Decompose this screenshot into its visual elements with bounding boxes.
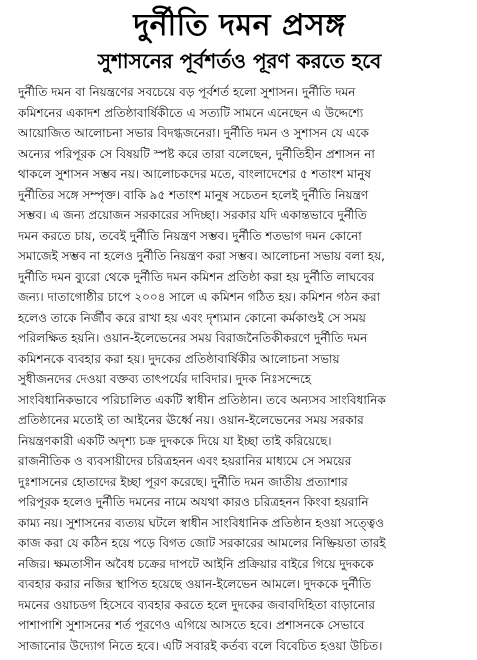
body-line: সমাজেই সম্ভব না হলেও দুর্নীতি নিয়ন্ত্রণ করা সম্ভব। আলোচনা সভায় বলা হয়, <box>18 249 385 263</box>
body-line: পরিলক্ষিত হয়নি। ওয়ান-ইলেভেনের সময় বিরাজনৈতিকীকরণে দুর্নীতি দমন <box>18 331 368 345</box>
body-line: দুর্নীতির সঙ্গে সম্পৃক্ত। বাকি ৯৫ শতাংশ মানুষ সচেতন হলেই দুর্নীতি নিয়ন্ত্রণ <box>18 187 369 202</box>
body-line: নজির। ক্ষমতাসীন অবৈধ চক্রের দাপটে আইনি প্রক্রিয়ার বাইরে গিয়ে দুদককে <box>18 556 374 571</box>
body-line: আয়োজিত আলোচনা সভার বিদগ্ধজনেরা। দুর্নীতি দমন ও সুশাসন যে একে <box>18 126 369 140</box>
body-line: পাশাপাশি সুশাসনের শর্ত পূরণেও এগিয়ে আসতে হবে। প্রশাসনকে সেভাবে <box>18 618 365 632</box>
body-line: দুঃশাসনের হোতাদের ইচ্ছা পূরণ করেছে। দুর্নীতি দমন জাতীয় প্রত্যাশার <box>18 474 348 489</box>
article-body <box>18 82 461 656</box>
body-line: কমিশনকে ব্যবহার করা হয়। দুদকের প্রতিষ্ঠাবার্ষিকীর আলোচনা সভায় <box>18 351 340 366</box>
body-line: সাজানোর উদ্যোগ নিতে হবে। এটি সবারই কর্তব্য বলে বিবেচিত হওয়া উচিত। <box>18 638 383 653</box>
body-line: প্রতিষ্ঠানের মতোই তা আইনের ঊর্ধ্বে নয়। ওয়ান-ইলেভেনের সময় সরকার <box>18 413 364 427</box>
body-line: কাজ করা যে কঠিন হয়ে পড়ে বিগত জোট সরকারের আমলের নিষ্ক্রিয়তা তারই <box>18 536 386 550</box>
subheadline: সুশাসনের পূর্বশর্তও পূরণ করতে হবে <box>97 49 382 73</box>
body-line: রাজনীতিক ও ব্যবসায়ীদের চরিত্রহনন এবং হয়রানির মাধ্যমে সে সময়ের <box>18 454 352 468</box>
body-line: জন্য। দাতাগোষ্ঠীর চাপে ২০০৪ সালে এ কমিশন গঠিত হয়। কমিশন গঠন করা <box>18 290 381 304</box>
body-line: দুর্নীতি দমন ব্যুরো থেকে দুর্নীতি দমন কমিশন প্রতিষ্ঠা করা হয় দুর্নীতি লাঘবের <box>18 269 375 284</box>
body-line: কমিশনের একাদশ প্রতিষ্ঠাবার্ষিকীতে এ সত্যটি সামনে এনেছেন এ উদ্দেশ্যে <box>18 105 364 120</box>
body-line: দমন করতে চায়, তবেই দুর্নীতি নিয়ন্ত্রণ সম্ভব। দুর্নীতি শতভাগ দমন কোনো <box>18 228 362 243</box>
body-line: হলেও তাকে নির্জীব করে রাখা হয় এবং দৃশ্যমান কোনো কর্মকাণ্ডই সে সময় <box>18 310 366 325</box>
body-line: সম্ভব। এ জন্য প্রয়োজন সরকারের সদিচ্ছা। সরকার যদি একান্তভাবে দুর্নীতি <box>18 208 367 222</box>
body-line: নিয়ন্ত্রণকারী একটি অদৃশ্য চক্র দুদককে দিয়ে যা ইচ্ছা তাই করিয়েছে। <box>18 433 332 448</box>
body-line: সাংবিধানিকভাবে পরিচালিত একটি স্বাধীন প্রতিষ্ঠান। তবে অন্যসব সাংবিধানিক <box>18 392 386 407</box>
headline: দুর্নীতি দমন প্রসঙ্গ <box>133 8 346 43</box>
body-line: সুধীজনদের দেওয়া বক্তব্য তাৎপর্যের দাবিদার। দুদক নিঃসন্দেহে <box>18 372 312 386</box>
body-line: দুর্নীতি দমন বা নিয়ন্ত্রণের সবচেয়ে বড় পূর্বশর্ত হলো সুশাসন। দুর্নীতি দমন <box>18 85 356 99</box>
body-line: থাকলে সুশাসন সম্ভব নয়। আলোচকদের মতে, বাংলাদেশের ৫ শতাংশ মানুষ <box>18 167 372 181</box>
body-line: দমনের ওয়াচডগ হিসেবে ব্যবহার করতে হলে দুদকের জবাবদিহিতা বাড়ানোর <box>18 597 375 612</box>
body-line: পরিপূরক হলেও দুর্নীতি দমনের নামে অযথা কারও চরিত্রহনন কিংবা হয়রানি <box>18 495 369 509</box>
body-line: ব্যবহার করার নজির স্থাপিত হয়েছে ওয়ান-ইলেভেন আমলে। দুদককে দুর্নীতি <box>18 577 372 591</box>
body-line: অন্যের পরিপূরক সে বিষয়টি স্পষ্ট করে তারা বলেছেন, দুর্নীতিহীন প্রশাসন না <box>18 146 375 161</box>
body-line: কাম্য নয়। সুশাসনের ব্যত্যয় ঘটলে স্বাধীন সাংবিধানিক প্রতিষ্ঠান হওয়া সত্ত্বেও <box>18 515 384 530</box>
